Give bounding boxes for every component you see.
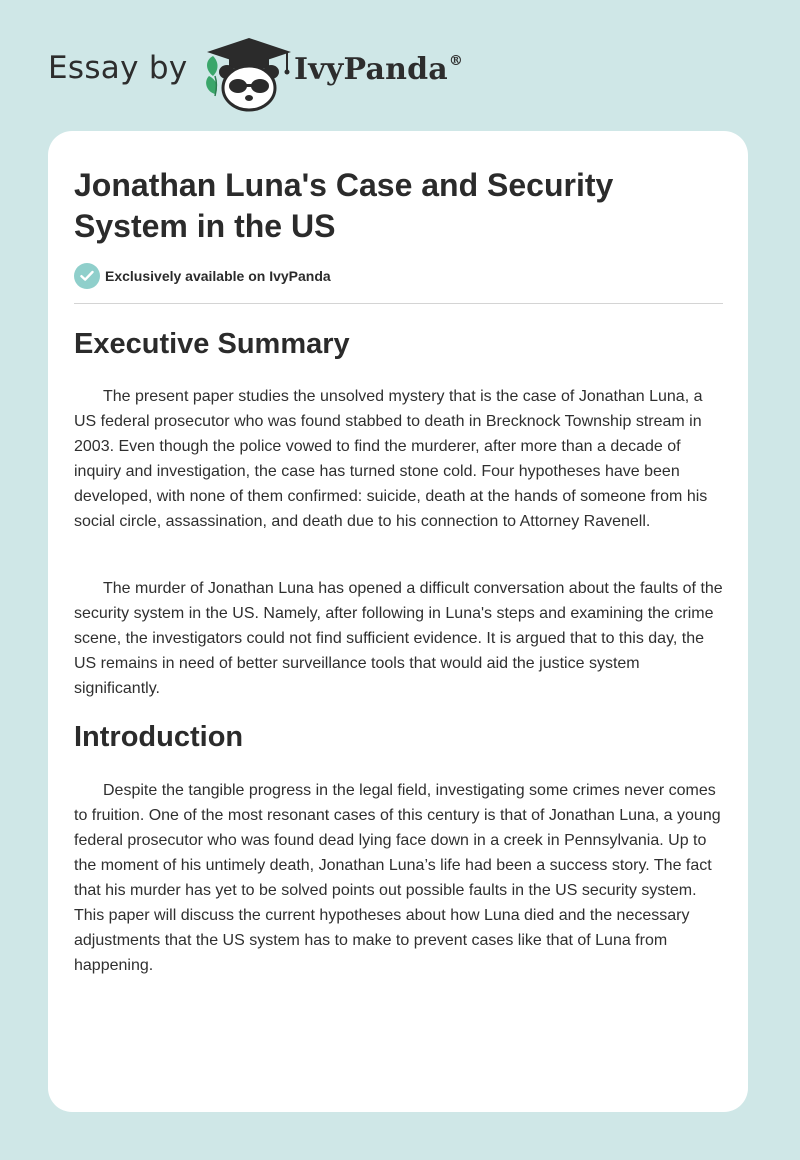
paragraph: The murder of Jonathan Luna has opened a difficult conversation about the faults of the security system in the US. Namely, after following in Luna's steps and examining the crime scene, the investigators could not find sufficient evidence. It is argued that to this day, the US remains in need of better surveillance tools that would aid the justice system significantly. [74, 580, 723, 697]
brand-name: IvyPanda [294, 52, 448, 87]
divider [74, 303, 723, 304]
essay-card [48, 131, 748, 1112]
ivypanda-brand[interactable] [294, 52, 463, 87]
exclusive-label: Exclusively available on IvyPanda [105, 268, 331, 284]
essay-by-label: Essay by [48, 50, 188, 86]
panda-graduate-logo-icon[interactable] [203, 36, 295, 112]
site-header [48, 34, 748, 114]
paragraph: Despite the tangible progress in the legal field, investigating some crimes never comes to fruition. One of the most resonant cases of this century is that of Jonathan Luna, a young federal prosecutor who was found dead lying face down in a creek in Pennsylvania. Up to the moment of his untimely death, Jonathan Luna’s life had been a success story. The fact that his murder has yet to be solved points out possible faults in the US security system. This paper will discuss the current hypotheses about how Luna died and the necessary adjustments that the US system has to make to prevent cases like that of Luna from happening. [74, 782, 721, 974]
section-heading-introduction: Introduction [74, 721, 244, 753]
check-circle-icon [74, 263, 100, 289]
section-heading-executive-summary: Executive Summary [74, 328, 350, 360]
essay-title: Jonathan Luna's Case and Security System in the US [74, 167, 614, 244]
paragraph: The present paper studies the unsolved mystery that is the case of Jonathan Luna, a US federal prosecutor who was found stabbed to death in Brecknock Township stream in 2003. Even though the police vowed to find the murderer, after more than a decade of inquiry and investigation, the case has turned stone cold. Four hypotheses have been developed, with none of them confirmed: suicide, death at the hands of someone from his social circle, assassination, and death due to his connection to Attorney Ravenell. [74, 388, 708, 530]
registered-mark: ® [448, 53, 464, 69]
